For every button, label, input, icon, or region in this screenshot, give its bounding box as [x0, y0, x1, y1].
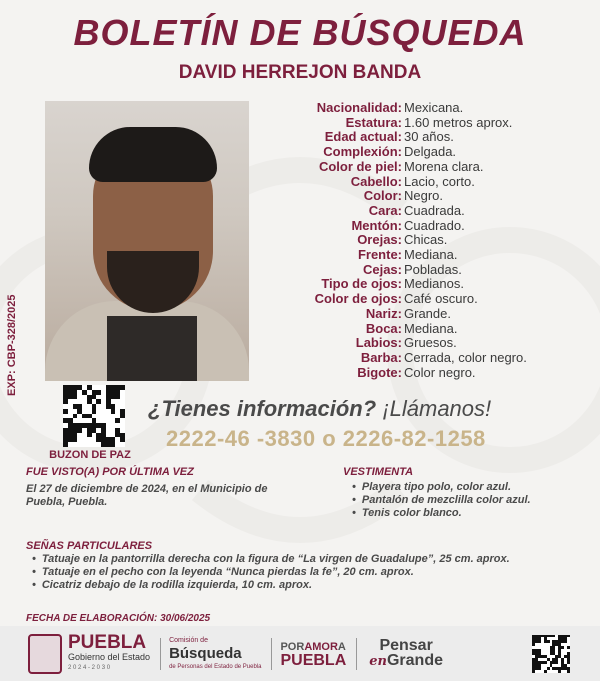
en-text: en [369, 654, 387, 669]
attribute-row [262, 233, 592, 248]
attribute-label: Estatura: [345, 114, 402, 130]
attribute-label: Color: [363, 188, 402, 204]
list-item: • Tenis color blanco. [352, 507, 592, 520]
footer-logos [0, 626, 600, 681]
por-text: POR [280, 640, 305, 653]
attribute-value: Delgada. [404, 144, 457, 160]
comision-logo [169, 636, 261, 672]
gobierno-text: Gobierno del Estado [68, 652, 151, 662]
comision-text: Comisión de [169, 636, 208, 644]
attribute-label: Cejas: [362, 261, 402, 277]
attribute-label: Nacionalidad: [316, 100, 402, 115]
attribute-value: Medianos. [404, 276, 464, 292]
attribute-label: Labios: [355, 335, 402, 351]
clothing-heading: VESTIMENTA [343, 466, 414, 478]
footer-qr-code-icon[interactable] [532, 635, 570, 673]
attribute-row [262, 175, 592, 190]
state-seal-icon [28, 634, 62, 674]
attribute-value: Color negro. [404, 364, 476, 380]
attribute-value: Pobladas. [404, 261, 462, 277]
list-item: • Cicatriz debajo de la rodilla izquierda, 10 cm. aprox. [32, 579, 592, 592]
phone-numbers[interactable]: 2222-46 -3830 o 2226-82-1258 [166, 426, 486, 451]
photo-shirt [107, 316, 197, 381]
marks-list [32, 553, 592, 592]
attribute-row [262, 336, 592, 351]
personas-text: de Personas del Estado de Puebla [169, 663, 262, 670]
attribute-label: Barba: [360, 349, 402, 365]
list-item: • Tatuaje en el pecho con la leyenda “Nunca pierdas la fe”, 20 cm. aprox. [32, 566, 592, 579]
footer-divider [356, 638, 357, 670]
attribute-label: Mentón: [351, 217, 402, 233]
marks-heading: SEÑAS PARTICULARES [26, 540, 153, 552]
por-amor-logo [280, 640, 346, 668]
attribute-label: Color de piel: [318, 158, 402, 174]
last-seen-text [26, 483, 326, 509]
attribute-row [262, 307, 592, 322]
attribute-label: Color de ojos: [314, 291, 402, 307]
missing-person-name: DAVID HERREJON BANDA [178, 62, 422, 83]
puebla-wordmark: PUEBLA [68, 632, 147, 653]
attribute-label: Bigote: [357, 364, 402, 380]
gobierno-logo [68, 633, 150, 674]
attribute-value: 30 años. [404, 129, 454, 145]
pensar-text: Pensar [379, 637, 433, 654]
pensar-grande-logo [369, 638, 443, 669]
attribute-label: Cara: [368, 202, 402, 218]
attribute-value: Cuadrado. [404, 217, 465, 233]
years-text: 2 0 2 4 - 2 0 3 0 [68, 665, 111, 671]
attribute-value: Gruesos. [404, 335, 457, 351]
attribute-row [262, 322, 592, 337]
attribute-row [262, 263, 592, 278]
attribute-value: Chicas. [404, 232, 448, 248]
call-us: ¡Llámanos! [382, 396, 492, 421]
attribute-label: Complexión: [323, 144, 402, 160]
attribute-row [262, 101, 592, 116]
physical-attributes [262, 101, 592, 380]
list-item: • Tatuaje en la pantorrilla derecha con la figura de “La virgen de Guadalupe”, 25 cm. aprox. [32, 553, 592, 566]
attribute-row [262, 189, 592, 204]
attribute-label: Frente: [357, 247, 402, 263]
attribute-label: Edad actual: [324, 129, 402, 145]
attribute-label: Orejas: [357, 232, 402, 248]
footer-divider [271, 638, 272, 670]
clothing-list [352, 481, 592, 520]
amor-text: AMOR [304, 640, 338, 653]
attribute-value: Café oscuro. [404, 291, 478, 307]
grande-text: Grande [386, 652, 443, 669]
attribute-row [262, 204, 592, 219]
expediente-number: EXP: CBP-328/2025 [6, 294, 18, 396]
attribute-value: 1.60 metros aprox. [404, 114, 513, 130]
attribute-value: Cuadrada. [404, 202, 465, 218]
attribute-row [262, 130, 592, 145]
elaboration-date: FECHA DE ELABORACIÓN: 30/06/2025 [26, 613, 211, 624]
attribute-value: Mediana. [404, 320, 458, 336]
last-seen-line-2: Puebla, Puebla. [26, 496, 108, 508]
attribute-label: Cabello: [350, 173, 402, 189]
attribute-label: Nariz: [365, 305, 402, 321]
attribute-value: Cerrada, color negro. [404, 349, 527, 365]
last-seen-line-1: El 27 de diciembre de 2024, en el Municipio de [26, 483, 268, 495]
attribute-value: Grande. [404, 305, 451, 321]
person-photo [45, 101, 249, 381]
attribute-value: Negro. [404, 188, 444, 204]
attribute-row [262, 219, 592, 234]
attribute-row [262, 145, 592, 160]
bulletin-title: BOLETÍN DE BÚSQUEDA [73, 12, 527, 53]
photo-hair [89, 127, 217, 182]
attribute-value: Mediana. [404, 247, 458, 263]
last-seen-heading: FUE VISTO(A) POR ÚLTIMA VEZ [26, 466, 194, 478]
attribute-value: Lacio, corto. [404, 173, 475, 189]
puebla-text: PUEBLA [280, 651, 347, 669]
buzon-de-paz-label: BUZON DE PAZ [49, 449, 131, 461]
qr-code-icon[interactable] [63, 385, 125, 447]
attribute-label: Boca: [365, 320, 402, 336]
attribute-value: Morena clara. [404, 158, 484, 174]
info-question: ¿Tienes información? [148, 396, 377, 421]
attribute-row [262, 160, 592, 175]
attribute-row [262, 248, 592, 263]
attribute-row [262, 351, 592, 366]
attribute-row [262, 116, 592, 131]
list-item: • Pantalón de mezclilla color azul. [352, 494, 592, 507]
attribute-row [262, 292, 592, 307]
attribute-row [262, 366, 592, 381]
list-item: • Playera tipo polo, color azul. [352, 481, 592, 494]
busqueda-text: Búsqueda [169, 644, 242, 662]
attribute-row [262, 277, 592, 292]
attribute-label: Tipo de ojos: [321, 276, 402, 292]
footer-divider [160, 638, 161, 670]
a-text: A [337, 640, 346, 653]
info-prompt [148, 396, 491, 422]
attribute-value: Mexicana. [404, 100, 464, 115]
